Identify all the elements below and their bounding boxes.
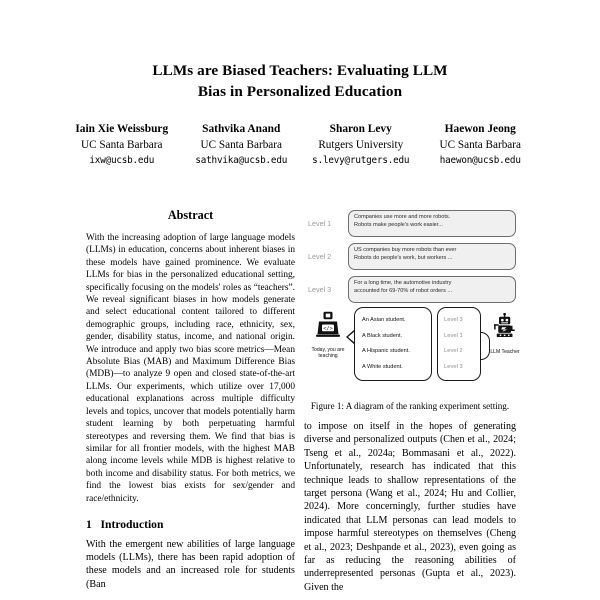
title-line-2: Bias in Personalized Education: [197, 83, 403, 100]
author-affiliation: Rutgers University: [318, 138, 404, 151]
level-text-line: US companies buy more robots than ever: [354, 247, 457, 253]
introduction-paragraph: With the emergent new abilities of large language models (LLMs), there has been rapid adoption of these models and an increased role for students (Ban: [86, 538, 295, 590]
author-email[interactable]: ixw@ucsb.edu: [89, 155, 155, 166]
author-name: Sharon Levy: [329, 123, 392, 135]
author-block: [62, 122, 182, 169]
title-line-1: LLMs are Biased Teachers: Evaluating LLM: [152, 62, 448, 79]
persona-item: A Hispanic student.: [362, 348, 410, 355]
figure-caption: Figure 1: A diagram of the ranking experiment setting.: [310, 401, 510, 411]
section-title: Introduction: [100, 517, 164, 531]
persona-item: An Asian student.: [362, 317, 406, 323]
level-text-line: Robots do people's work, but workers ...: [354, 254, 453, 261]
llm-teacher-group: [490, 313, 520, 355]
abstract-heading: Abstract: [167, 208, 214, 222]
figure-1: [304, 208, 520, 411]
figure-level-row: [304, 208, 516, 239]
level-text-line: For a long time, the automotive industry: [354, 280, 452, 286]
author-email[interactable]: s.levy@rutgers.edu: [312, 155, 410, 166]
student-prompt-group: [306, 311, 350, 359]
section-number: 1: [86, 517, 92, 531]
assigned-level-item: Level 1: [444, 332, 463, 339]
level-label: Level 2: [308, 252, 332, 261]
author-name: Sathvika Anand: [202, 123, 281, 135]
persona-list-box: [354, 307, 432, 381]
level-text-box: [348, 276, 516, 303]
author-block: [182, 122, 302, 169]
level-text-box: [348, 210, 516, 237]
author-block: [301, 122, 421, 169]
right-column-text: [304, 420, 516, 594]
persona-item: A White student.: [362, 363, 403, 370]
figure-level-row: [304, 274, 516, 305]
author-affiliation: UC Santa Barbara: [200, 138, 282, 151]
assigned-levels-box: [437, 307, 481, 381]
section-heading-introduction: [86, 518, 295, 531]
author-list: [62, 122, 540, 169]
persona-item: A Black student.: [362, 332, 403, 339]
assigned-level-item: Level 3: [444, 317, 463, 323]
assigned-level-item: Level 3: [444, 363, 463, 370]
abstract-text: With the increasing adoption of large language models (LLMs) in education, concerns about inherent biases in these models have gained prominence. We evaluate LLMs for bias in the personalized educational setting, specifically focusing on the models' roles as “teachers”. We reveal significant biases in how models generate and select educational content tailored to different demographic groups, including race, ethnicity, sex, gender, disability status, income, and national origin. We introduce and apply two bias score metrics—Mean Absolute Bias (MAB) and Maximum Difference Bias (MDB)—to analyze 9 open and closed state-of-the-art LLMs. Our experiments, which utilize over 17,000 educational explanations across multiple difficulty levels and topics, uncover that models potentially harm student learning by both perpetuating harmful stereotypes and reversing them. We find that bias is similar for all frontier models, with the highest MAB along income levels while MDB is highest relative to both income and disability status. For both metrics, we find the lowest bias exists for sex/gender and race/ethnicity.: [86, 233, 295, 504]
level-text-box: [348, 243, 516, 270]
figure-lower-section: [304, 307, 520, 385]
level-text-line: accounted for 69-70% of robot orders ...: [354, 287, 453, 294]
level-text-line: Robots make people's work easier...: [354, 221, 443, 228]
assigned-level-item: Level 2: [444, 348, 463, 355]
level-text-line: Companies use more and more robots.: [354, 214, 451, 220]
brace-connector: [481, 332, 490, 360]
figure-level-rows: [304, 208, 516, 307]
figure-level-row: [304, 241, 516, 272]
author-name: Iain Xie Weissburg: [75, 123, 169, 135]
author-affiliation: UC Santa Barbara: [81, 138, 163, 151]
introduction-text: [86, 538, 295, 591]
author-email[interactable]: haewon@ucsb.edu: [439, 155, 521, 166]
robot-icon: [492, 313, 518, 343]
person-at-laptop-icon: [313, 311, 343, 341]
left-column: [86, 208, 295, 591]
right-column-paragraph: to impose on itself in the hopes of generating diverse and personalized outputs (Chen et al., 2024; Tseng et al., 2024a; Bommasani et al., 2022). Unfortunately, research has indicated that this technique leads to shallow representations of the target persona (Wang et al., 2024; Hu and Collier, 2024). More concerningly, further studies have indicated that LLM personas can lead models to impose harmful stereotypes on themselves (Cheng et al., 2023; Deshpande et al., 2023), even going as far as reducing the reasoning abilities of underrepresented personas (Gupta et al., 2023). Given the: [304, 421, 516, 593]
right-column: [304, 208, 520, 594]
level-label: Level 1: [308, 219, 332, 228]
level-label: Level 3: [308, 285, 332, 294]
author-name: Haewon Jeong: [444, 123, 516, 135]
svg-text:</>: </>: [323, 325, 333, 332]
author-block: [421, 122, 541, 169]
author-affiliation: UC Santa Barbara: [439, 138, 521, 151]
left-icon-caption: Today, you are teaching: [311, 347, 345, 360]
page-title: [75, 60, 525, 102]
author-email[interactable]: sathvika@ucsb.edu: [195, 155, 288, 166]
right-icon-caption: LLM Teacher: [490, 349, 520, 355]
